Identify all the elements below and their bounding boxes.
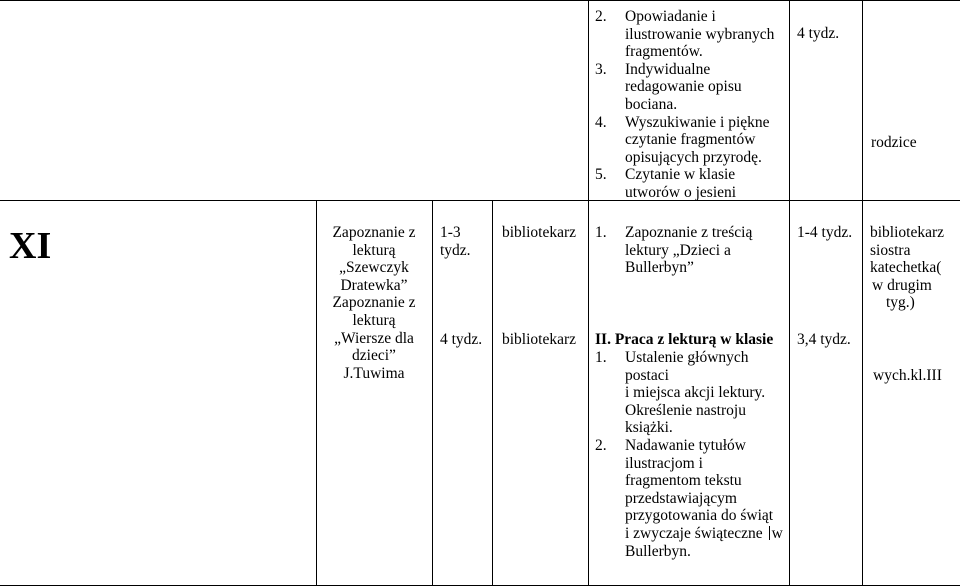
top-task-list (595, 8, 789, 202)
person-2: bibliotekarz (502, 331, 577, 348)
responsible-1: bibliotekarz siostra katechetka( w drugim tyg.) (870, 224, 945, 312)
list-number: 1. (595, 224, 607, 241)
lecture-topic: Zapoznanie z lekturą „Szewczyk Dratewka” Zapoznanie z lekturą „Wiersze dla dzieci” J.Tuwima (332, 224, 416, 382)
list-number: 1. (595, 349, 607, 366)
list-item: 1. Zapoznanie z treścią lektury „Dzieci a Bullerbyn” (595, 224, 753, 277)
col-border-6 (862, 0, 863, 586)
top-responsible: rodzice (871, 134, 917, 151)
row-border-mid (0, 200, 960, 201)
list-number: 4. (595, 113, 607, 131)
task-1 (595, 224, 789, 277)
list-number: 2. (595, 436, 607, 454)
list-number: 2. (595, 8, 607, 25)
list-item: 5. Czytanie w klasie utworów o jesieni (595, 166, 737, 201)
col-border-3 (492, 200, 493, 586)
list-item: 4. Wyszukiwanie i piękne czytanie fragmentów opisujących przyrodę. (595, 113, 770, 166)
col-border-1 (316, 200, 317, 586)
col-border-2 (432, 200, 433, 586)
section-heading: II. Praca z lekturą w klasie (595, 331, 774, 348)
col-border-4 (588, 0, 589, 586)
col-border-5 (789, 0, 790, 586)
duration-2: 4 tydz. (440, 331, 483, 348)
list-item: 2. Opowiadanie i ilustrowanie wybranych fragmentów. (595, 8, 775, 61)
time-1: 1-4 tydz. (797, 224, 853, 241)
text-cursor (769, 526, 770, 540)
row-roman-numeral: XI (9, 225, 52, 267)
list-number: 3. (595, 60, 607, 78)
responsible-2: wych.kl.III (873, 367, 942, 384)
list-item: 1. Ustalenie głównych postaci i miejsca akcji lektury. Określenie nastroju książki. (595, 349, 766, 437)
person-1: bibliotekarz (502, 224, 577, 241)
duration-1: 1-3 tydz. (440, 224, 471, 259)
list-item: 2. Nadawanie tytułów ilustracjom i fragmentom tekstu przedstawiającym przygotowania do świąt i zwyczaje świąteczne w Bullerbyn. (595, 436, 783, 560)
top-time: 4 tydz. (797, 25, 840, 42)
task-2-list (595, 349, 789, 560)
row-border-top (0, 0, 960, 1)
list-number: 5. (595, 166, 607, 184)
time-2: 3,4 tydz. (797, 331, 851, 348)
list-item: 3. Indywidualne redagowanie opisu bociana. (595, 60, 742, 113)
